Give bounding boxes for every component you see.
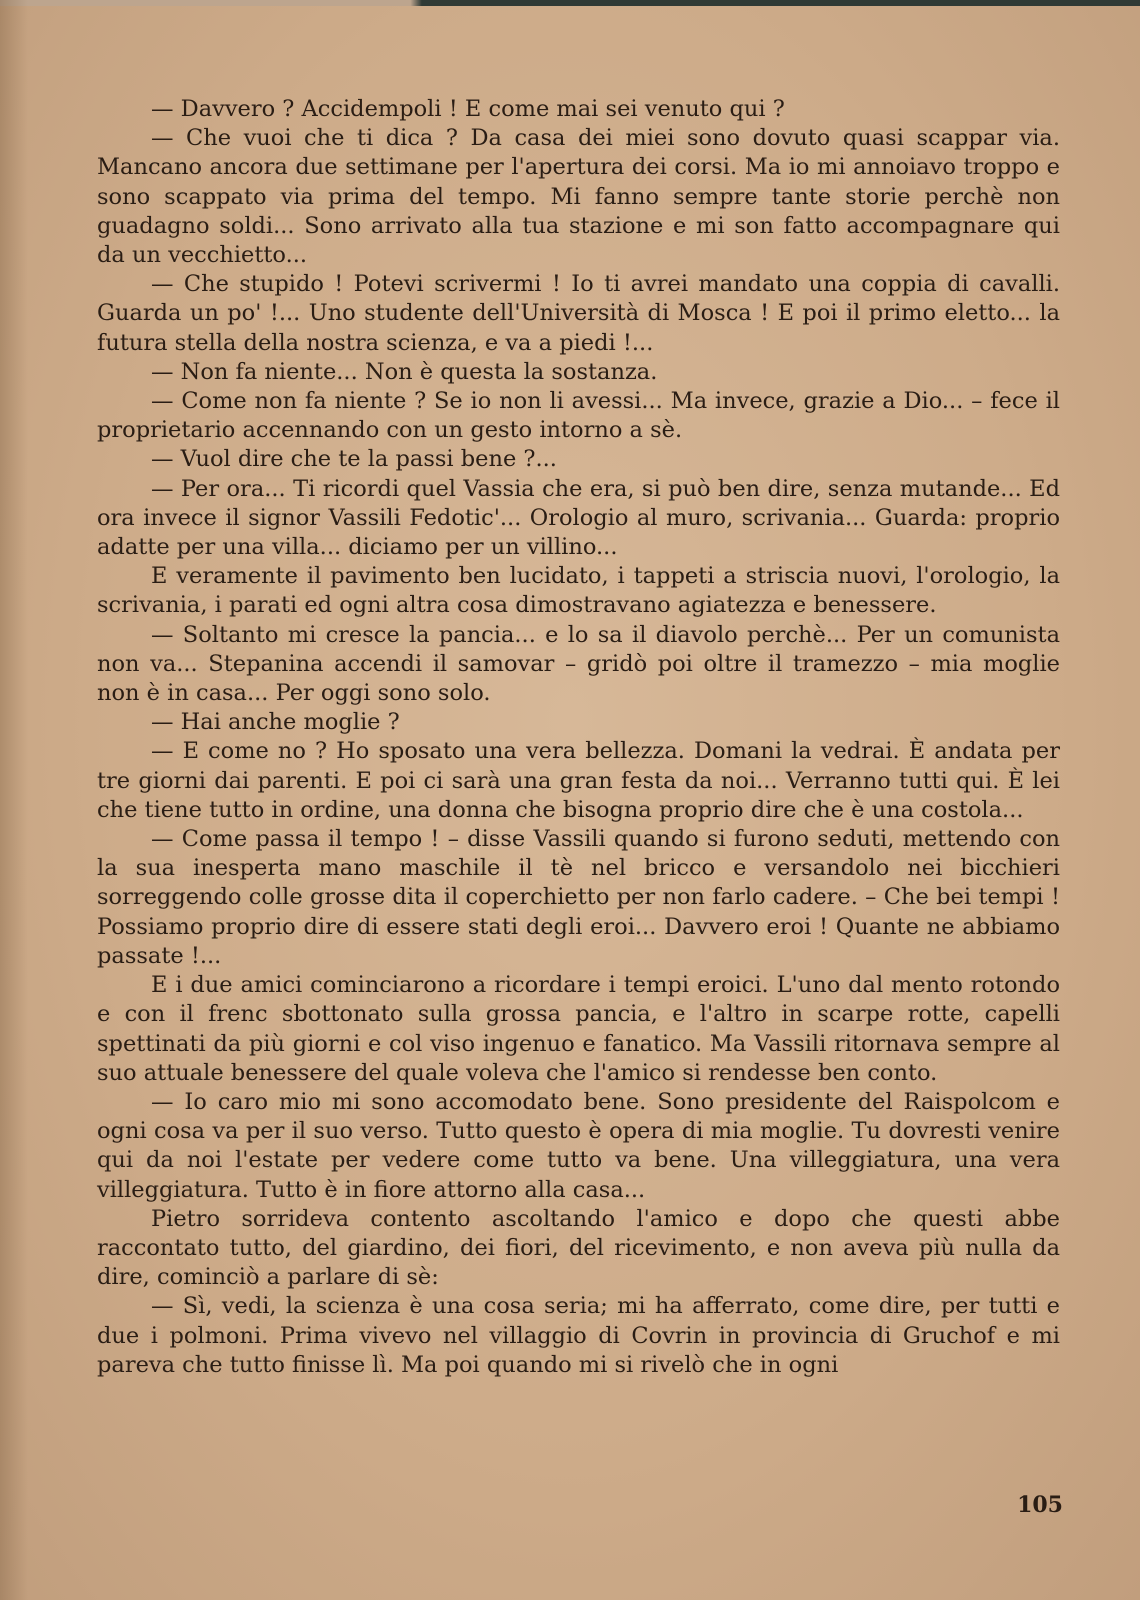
paragraph: — Vuol dire che te la passi bene ?... xyxy=(151,446,557,473)
paragraph: — Hai anche moglie ? xyxy=(151,709,400,736)
paragraph: — Non fa niente... Non è questa la sostanza. xyxy=(151,358,658,385)
page-number: 105 xyxy=(1017,1492,1063,1518)
paragraph: — E come no ? Ho sposato una vera bellezza. Domani la vedrai. È andata per tre giorni dai parenti. E poi ci sarà una gran festa da noi... Verranno tutti qui. È lei che tiene tutto in ordine, una donna che bisogna proprio dire che è una costola... xyxy=(97,738,1060,823)
binding-shadow xyxy=(0,0,28,1600)
paragraph: — Per ora... Ti ricordi quel Vassia che era, si può ben dire, senza mutande... Ed ora invece il signor Vassili Fedotic'... Orologio al muro, scrivania... Guarda: proprio adatte per una villa... diciamo per un villino... xyxy=(97,475,1060,561)
paragraph: — Sì, vedi, la scienza è una cosa seria; mi ha afferrato, come dire, per tutti e due i polmoni. Prima vivevo nel villaggio di Covrin in provincia di Gruchof e mi pareva che tutto finisse lì. Ma poi quando mi si rivelò che in ogni xyxy=(97,1293,1060,1378)
body-text xyxy=(97,95,1060,1380)
paragraph: E veramente il pavimento ben lucidato, i tappeti a striscia nuovi, l'orologio, la scrivania, i parati ed ogni altra cosa dimostravano agiatezza e benessere. xyxy=(97,563,1060,619)
page-top-edge xyxy=(0,0,1140,6)
paragraph: Pietro sorrideva contento ascoltando l'amico e dopo che questi abbe raccontato tutto, del giardino, dei fiori, del ricevimento, e non aveva più nulla da dire, cominciò a parlare di sè: xyxy=(97,1205,1060,1291)
paragraph: — Come passa il tempo ! – disse Vassili quando si furono seduti, mettendo con la sua inesperta mano maschile il tè nel bricco e versandolo nei bicchieri sorreggendo colle grosse dita il coperchietto per non farlo cadere. – Che bei tempi ! Possiamo proprio dire di essere stati degli eroi... Davvero eroi ! Quante ne abbiamo passate !... xyxy=(97,826,1060,969)
paragraph: — Davvero ? Accidempoli ! E come mai sei venuto qui ? xyxy=(151,96,785,122)
paragraph: — Io caro mio mi sono accomodato bene. Sono presidente del Raispolcom e ogni cosa va per il suo verso. Tutto questo è opera di mia moglie. Tu dovresti venire qui da noi l'estate per vedere come tutto va bene. Una villeggiatura, una vera villeggiatura. Tutto è in fiore attorno alla casa... xyxy=(97,1088,1060,1203)
paragraph: — Soltanto mi cresce la pancia... e lo sa il diavolo perchè... Per un comunista non va... Stepanina accendi il samovar – gridò poi oltre il tramezzo – mia moglie non è in casa... Per oggi sono solo. xyxy=(97,621,1060,707)
paragraph: — Che vuoi che ti dica ? Da casa dei miei sono dovuto quasi scappar via. Mancano ancora due settimane per l'apertura dei corsi. Ma io mi annoiavo troppo e sono scappato via prima del tempo. Mi fanno sempre tante storie perchè non guadagno soldi... Sono arrivato alla tua stazione e mi son fatto accompagnare qui da un vecchietto... xyxy=(97,125,1060,269)
paragraph: — Che stupido ! Potevi scrivermi ! Io ti avrei mandato una coppia di cavalli. Guarda un po' !... Uno studente dell'Università di Mosca ! E poi il primo eletto... la futura stella della nostra scienza, e va a piedi !... xyxy=(97,271,1060,356)
paragraph: E i due amici cominciarono a ricordare i tempi eroici. L'uno dal mento rotondo e con il frenc sbottonato sulla grossa pancia, e l'altro in scarpe rotte, capelli spettinati da più giorni e col viso ingenuo e fanatico. Ma Vassili ritornava sempre al suo attuale benessere del quale voleva che l'amico si rendesse ben conto. xyxy=(97,972,1060,1086)
paragraph: — Come non fa niente ? Se io non li avessi... Ma invece, grazie a Dio... – fece il proprietario accennando con un gesto intorno a sè. xyxy=(97,388,1060,444)
